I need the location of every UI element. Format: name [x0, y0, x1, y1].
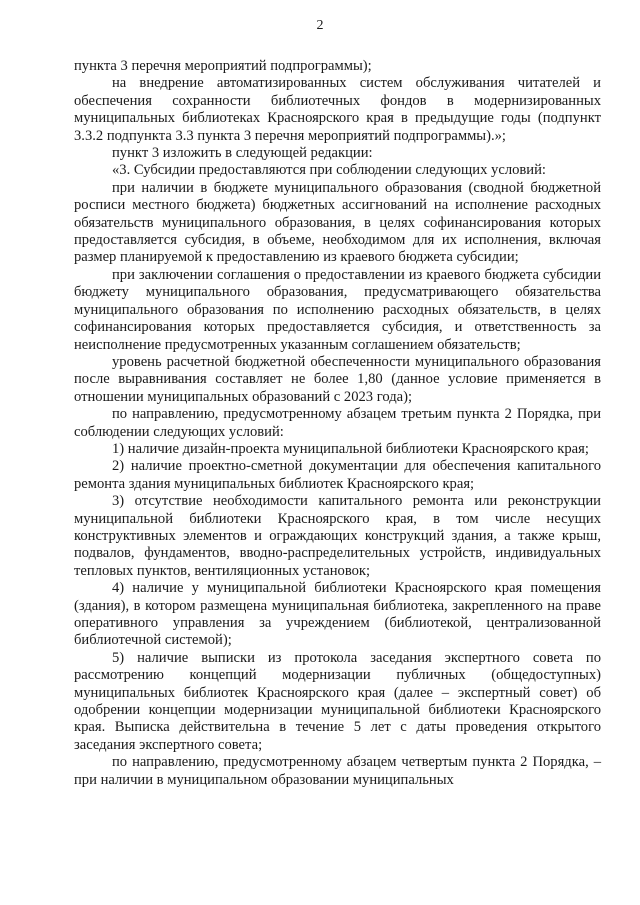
paragraph: 1) наличие дизайн-проекта муниципальной библиотеки Красноярского края;: [112, 440, 589, 457]
paragraph: пункт 3 изложить в следующей редакции:: [112, 145, 373, 162]
paragraph: 5) наличие выписки из протокола заседания экспертного совета по рассмотрению концепций модернизации публичных (общедоступных) муниципальных библиотек Красноярского края (далее – экспертный совет) об одобрении концепции модернизации муниципальной библиотеки Красноярского края. Выписка действительна в течение 5 лет с даты проведения открытого заседания экспертного совета;: [74, 649, 601, 753]
paragraph: «3. Субсидии предоставляются при соблюдении следующих условий:: [112, 162, 546, 179]
paragraph: 3) отсутствие необходимости капитального ремонта или реконструкции муниципальной библиотеки Красноярского края, в том числе несущих конструктивных элементов и ограждающих конструкций здания, а также крыш, подвалов, фундаментов, вводно-распределительных устройств, индивидуальных тепловых пунктов, вентиляционных установок;: [74, 493, 601, 579]
paragraph: по направлению, предусмотренному абзацем третьим пункта 2 Порядка, при соблюдении следующих условий:: [74, 406, 601, 440]
paragraph: на внедрение автоматизированных систем обслуживания читателей и обеспечения сохранности библиотечных фондов в модернизированных муниципальных библиотеках Красноярского края в предыдущие годы (подпункт 3.3.2 подпункта 3.3 пункта 3 перечня мероприятий подпрограммы).»;: [74, 75, 601, 144]
document-body: [74, 58, 601, 789]
paragraph: по направлению, предусмотренному абзацем четвертым пункта 2 Порядка, – при наличии в муниципальном образовании муниципальных: [74, 754, 601, 788]
paragraph: 2) наличие проектно-сметной документации для обеспечения капитального ремонта здания муниципальных библиотек Красноярского края;: [74, 458, 601, 492]
paragraph: уровень расчетной бюджетной обеспеченности муниципального образования после выравнивания составляет не более 1,80 (данное условие применяется в отношении муниципальных образований с 2023 года);: [74, 353, 601, 405]
paragraph: при заключении соглашения о предоставлении из краевого бюджета субсидии бюджету муниципального образования, предусматривающего обязательства муниципального образования по исполнению расходных обязательств, в целях софинансирования которых предоставляется субсидия, и ответственность за неисполнение предусмотренных указанным соглашением обязательств;: [74, 266, 601, 353]
paragraph: пункта 3 перечня мероприятий подпрограммы);: [74, 58, 372, 74]
paragraph: 4) наличие у муниципальной библиотеки Красноярского края помещения (здания), в котором размещена муниципальная библиотека, закрепленного на праве оперативного управления за учреждением (библиотекой, централизованной библиотечной системой);: [74, 580, 601, 649]
paragraph: при наличии в бюджете муниципального образования (сводной бюджетной росписи местного бюджета) бюджетных ассигнований на исполнение расходных обязательств муниципального образования, в целях софинансирования которых предоставляется субсидия, в объеме, необходимом для их исполнения, включая размер планируемой к предоставлению из краевого бюджета субсидии;: [74, 179, 601, 266]
page-number: 2: [316, 18, 324, 33]
